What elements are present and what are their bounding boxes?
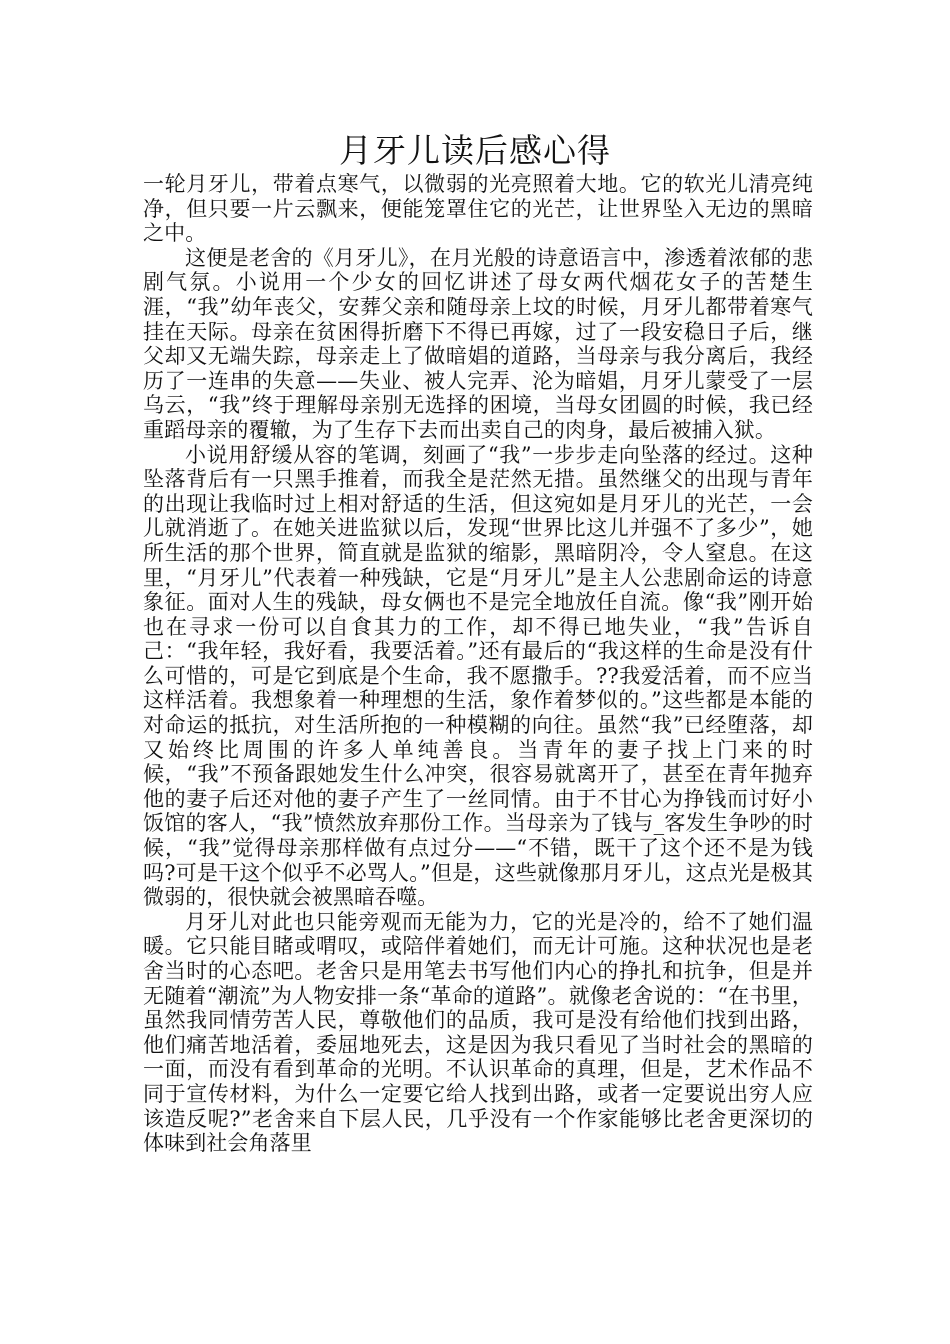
document-body (143, 172, 813, 1156)
paragraph-2: 这便是老舍的《月牙儿》，在月光般的诗意语言中，渗透着浓郁的悲剧气氛。小说用一个少女的回忆讲述了母女两代烟花女子的苦楚生涯，“我”幼年丧父，安葬父亲和随母亲上坟的时候，月牙儿都带着寒气挂在天际。母亲在贫困得折磨下不得已再嫁，过了一段安稳日子后，继父却又无端失踪，母亲走上了做暗娼的道路，当母亲与我分离后，我经历了一连串的失意——失业、被人完弄、沦为暗娼，月牙儿蒙受了一层乌云，“我”终于理解母亲别无选择的困境，当母女团圆的时候，我已经重蹈母亲的覆辙，为了生存下去而出卖自己的肉身，最后被捕入狱。 (143, 245, 813, 442)
paragraph-3: 小说用舒缓从容的笔调，刻画了“我”一步步走向坠落的经过。这种坠落背后有一只黑手推着，而我全是茫然无措。虽然继父的出现与青年的出现让我临时过上相对舒适的生活，但这宛如是月牙儿的光芒，一会儿就消逝了。在她关进监狱以后，发现“世界比这儿并强不了多少”，她所生活的那个世界，简直就是监狱的缩影，黑暗阴冷，令人窒息。在这里，“月牙儿”代表着一种残缺，它是“月牙儿”是主人公悲剧命运的诗意象征。面对人生的残缺，母女俩也不是完全地放任自流。像“我”刚开始也在寻求一份可以自食其力的工作，却不得已地失业，“我”告诉自己：“我年轻，我好看，我要活着。”还有最后的“我这样的生命是没有什么可惜的，可是它到底是个生命，我不愿撒手。??我爱活着，而不应当这样活着。我想象着一种理想的生活，象作着梦似的。”这些都是本能的对命运的抵抗，对生活所抱的一种模糊的向往。虽然“我”已经堕落，却又始终比周围的许多人单纯善良。当青年的妻子找上门来的时候，“我”不预备跟她发生什么冲突，很容易就离开了，甚至在青年抛弃他的妻子后还对他的妻子产生了一丝同情。由于不甘心为挣钱而讨好小饭馆的客人，“我”愤然放弃那份工作。当母亲为了钱与_客发生争吵的时候，“我”觉得母亲那样做有点过分——“不错，既干了这个还不是为钱吗?可是干这个似乎不必骂人。”但是，这些就像那月牙儿，这点光是极其微弱的，很快就会被黑暗吞噬。 (143, 442, 813, 910)
document-title: 月牙儿读后感心得 (339, 131, 611, 170)
paragraph-1: 一轮月牙儿，带着点寒气，以微弱的光亮照着大地。它的软光儿清亮纯净，但只要一片云飘来，便能笼罩住它的光芒，让世界坠入无边的黑暗之中。 (143, 172, 813, 246)
paragraph-4: 月牙儿对此也只能旁观而无能为力，它的光是冷的，给不了她们温暖。它只能目睹或喟叹，或陪伴着她们，而无计可施。这种状况也是老舍当时的心态吧。老舍只是用笔去书写他们内心的挣扎和抗争，但是并无随着“潮流”为人物安排一条“革命的道路”。就像老舍说的：“在书里，虽然我同情劳苦人民，尊敬他们的品质，我可是没有给他们找到出路，他们痛苦地活着，委屈地死去，这是因为我只看见了当时社会的黑暗的一面，而没有看到革命的光明。不认识革命的真理，但是，艺术作品不同于宣传材料，为什么一定要它给人找到出路，或者一定要说出穷人应该造反呢?”老舍来自下层人民，几乎没有一个作家能够比老舍更深切的体味到社会角落里 (143, 909, 813, 1156)
